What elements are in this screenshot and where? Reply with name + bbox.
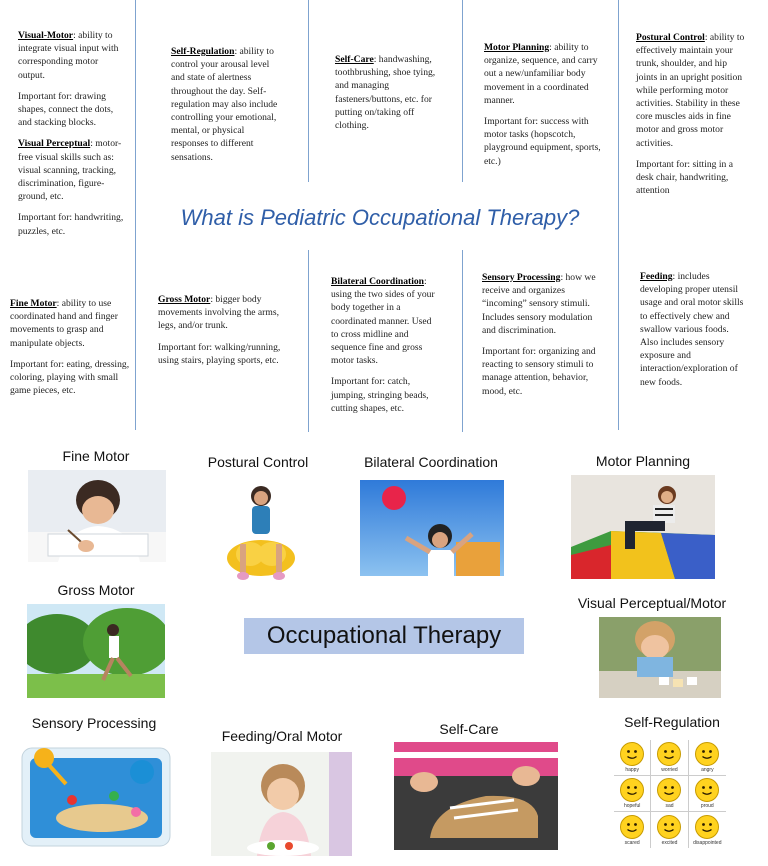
definition: : how we receive and organizes “incoming” sensory stimuli. Includes sensory modulation and discrimination. bbox=[482, 272, 596, 336]
cell-motor-planning bbox=[484, 41, 602, 176]
cell-visual-motor bbox=[18, 29, 124, 246]
term: Visual-Motor bbox=[18, 30, 74, 41]
self-care-photo bbox=[394, 742, 558, 850]
cell-self-care bbox=[335, 53, 439, 140]
term: Bilateral Coordination bbox=[331, 276, 425, 287]
happy-face-icon bbox=[620, 742, 644, 766]
sensory-processing-photo bbox=[18, 740, 174, 852]
emotion-cell bbox=[651, 776, 688, 812]
important-for: Important for: walking/running, using stairs, playing sports, etc. bbox=[158, 341, 281, 366]
sad-face-icon bbox=[657, 778, 681, 802]
emotion-cell bbox=[614, 812, 651, 848]
emotion-cell bbox=[689, 740, 726, 776]
divider bbox=[308, 0, 309, 182]
term: Sensory Processing bbox=[482, 272, 561, 283]
term: Self-Care bbox=[335, 54, 374, 65]
fine-motor-photo bbox=[28, 470, 166, 562]
cell-gross-motor bbox=[158, 293, 286, 375]
excited-face-icon bbox=[657, 815, 681, 839]
term: Gross Motor bbox=[158, 294, 211, 305]
emotion-label: proud bbox=[700, 803, 714, 809]
emotion-cell bbox=[614, 776, 651, 812]
caption-motor-planning: Motor Planning bbox=[595, 453, 691, 469]
term: Postural Control bbox=[636, 32, 705, 43]
divider bbox=[462, 250, 463, 432]
important-for: Important for: success with motor tasks (hopscotch, playground equipment, sports, etc.) bbox=[484, 116, 601, 167]
important-for: Important for: sitting in a desk chair, handwriting, attention bbox=[636, 158, 733, 197]
worried-face-icon bbox=[657, 742, 681, 766]
emotion-label: sad bbox=[665, 803, 674, 809]
gross-motor-photo bbox=[27, 604, 165, 698]
term: Feeding bbox=[640, 271, 673, 282]
disappointed-face-icon bbox=[695, 815, 719, 839]
cell-fine-motor bbox=[10, 297, 130, 405]
emotion-cell bbox=[689, 776, 726, 812]
definition: : ability to effectively maintain your trunk, shoulder, and hip joints in an upright position while performing motor activities. Stability in these core muscles aids in fine motor and gross motor activities. bbox=[636, 32, 745, 149]
emotion-label: happy bbox=[625, 767, 639, 773]
definition: : ability to use coordinated hand and finger movements to grasp and manipulate objects. bbox=[10, 298, 118, 349]
proud-face-icon bbox=[695, 778, 719, 802]
caption-fine-motor: Fine Motor bbox=[62, 448, 130, 464]
caption-self-regulation: Self-Regulation bbox=[624, 714, 720, 730]
emotion-cell bbox=[689, 812, 726, 848]
emotion-label: worried bbox=[661, 767, 678, 773]
ot-banner: Occupational Therapy bbox=[244, 618, 524, 654]
definition: : ability to organize, sequence, and carry out a new/unfamiliar body movement in a coordinated manner. bbox=[484, 42, 598, 106]
definition: : handwashing, toothbrushing, shoe tying, and managing fasteners/buttons, etc. for putting on/taking off clothing. bbox=[335, 54, 436, 132]
emotion-label: scared bbox=[624, 839, 640, 846]
scared-face-icon bbox=[620, 815, 644, 839]
caption-self-care: Self-Care bbox=[439, 721, 499, 737]
definition: : motor-free visual skills such as: visual scanning, tracking, discrimination, figure-ground, etc. bbox=[18, 138, 122, 203]
term: Fine Motor bbox=[10, 298, 57, 309]
page-title: What is Pediatric Occupational Therapy? bbox=[180, 205, 580, 230]
emotion-cell bbox=[614, 740, 651, 776]
emotion-label: hopeful bbox=[623, 803, 641, 809]
important-for: Important for: organizing and reacting to sensory stimuli to manage attention, behavior, mood, etc. bbox=[482, 346, 596, 397]
emotion-label: angry bbox=[701, 767, 714, 773]
cell-self-regulation bbox=[171, 45, 279, 172]
postural-control-photo bbox=[206, 476, 316, 586]
definition: : ability to integrate visual input with corresponding motor output. bbox=[18, 30, 119, 81]
caption-feeding: Feeding/Oral Motor bbox=[221, 728, 343, 744]
important-for: Important for: eating, dressing, coloring, playing with small game pieces, etc. bbox=[10, 358, 130, 397]
cell-postural-control bbox=[636, 31, 748, 205]
definition: : using the two sides of your body together in a coordinated manner. Used to cross midline and sequence fine and gross motor tasks. bbox=[331, 276, 435, 367]
definition: : bigger body movements involving the arms, legs, and/or trunk. bbox=[158, 294, 279, 332]
caption-gross-motor: Gross Motor bbox=[57, 582, 135, 598]
important-for: Important for: handwriting, puzzles, etc. bbox=[18, 212, 124, 237]
emotion-chart bbox=[614, 740, 726, 848]
emotion-cell bbox=[651, 740, 688, 776]
caption-bilateral-coordination: Bilateral Coordination bbox=[364, 454, 498, 470]
divider bbox=[462, 0, 463, 182]
angry-face-icon bbox=[695, 742, 719, 766]
cell-bilateral-coordination bbox=[331, 275, 441, 423]
important-for: Important for: drawing shapes, connect the dots, and stacking blocks. bbox=[18, 90, 114, 129]
divider bbox=[308, 250, 309, 432]
important-for: Important for: catch, jumping, stringing beads, cutting shapes, etc. bbox=[331, 376, 429, 414]
cell-sensory-processing bbox=[482, 271, 600, 406]
visual-perceptual-photo bbox=[599, 617, 721, 698]
emotion-cell bbox=[651, 812, 688, 848]
caption-visual-perceptual: Visual Perceptual/Motor bbox=[577, 595, 727, 611]
motor-planning-photo bbox=[571, 475, 715, 579]
feeding-photo bbox=[211, 752, 352, 856]
caption-postural-control: Postural Control bbox=[207, 454, 309, 470]
caption-sensory-processing: Sensory Processing bbox=[31, 715, 157, 731]
hopeful-face-icon bbox=[620, 778, 644, 802]
term: Self-Regulation bbox=[171, 46, 235, 57]
bilateral-coordination-photo bbox=[360, 480, 504, 576]
emotion-label: excited bbox=[661, 839, 678, 846]
definition: : ability to control your arousal level and state of alertness throughout the day. Self-regulation may also include controlling your emotional, mental, or physical responses to different sensations. bbox=[171, 46, 278, 163]
emotion-label: disappointed bbox=[693, 839, 722, 846]
definition: : includes developing proper utensil usage and oral motor skills to effectively chew and swallow various foods. Also includes sensory exposure and interaction/exploration of new foods. bbox=[640, 271, 744, 388]
cell-feeding bbox=[640, 270, 746, 397]
term: Visual Perceptual bbox=[18, 138, 91, 150]
term: Motor Planning bbox=[484, 42, 550, 53]
